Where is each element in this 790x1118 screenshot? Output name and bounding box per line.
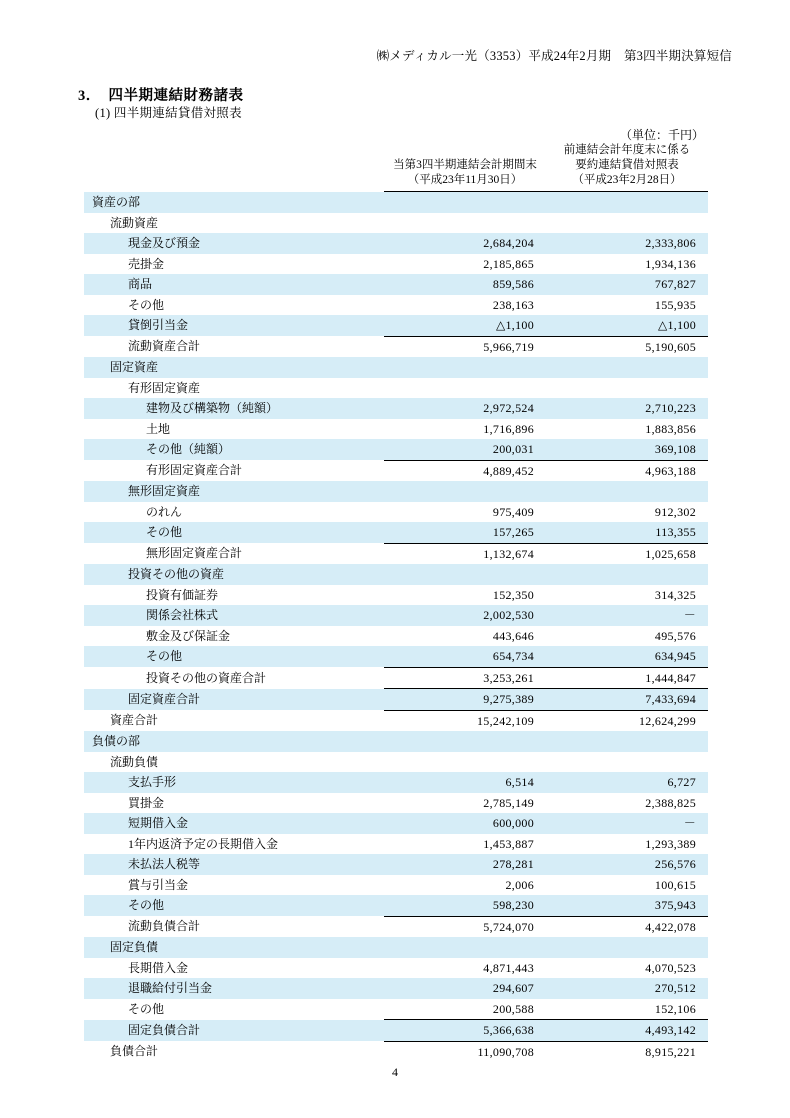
row-value-current: 2,006 <box>384 875 546 896</box>
row-value-previous: 100,615 <box>546 875 708 896</box>
row-value-current: 2,972,524 <box>384 398 546 419</box>
row-value-current: 200,588 <box>384 999 546 1020</box>
unit-note: （単位：千円） <box>619 128 704 142</box>
row-value-previous: － <box>546 605 708 626</box>
table-row <box>84 875 708 896</box>
column-header-previous <box>546 143 708 192</box>
row-value-current: 3,253,261 <box>384 667 546 689</box>
row-value-previous: 912,302 <box>546 502 708 523</box>
row-value-previous: 4,493,142 <box>546 1020 708 1042</box>
row-value-current <box>384 378 546 399</box>
row-value-current <box>384 357 546 378</box>
row-value-current <box>384 731 546 752</box>
row-value-previous: 6,727 <box>546 772 708 793</box>
table-row <box>84 564 708 585</box>
table-row <box>84 502 708 523</box>
row-label: 未払法人税等 <box>84 854 384 875</box>
table-row <box>84 937 708 958</box>
row-value-previous: 4,963,188 <box>546 460 708 481</box>
row-value-previous: 1,444,847 <box>546 667 708 689</box>
row-label: 投資その他の資産合計 <box>84 667 384 689</box>
column-header-current <box>384 143 546 192</box>
table-row <box>84 626 708 647</box>
table-row <box>84 999 708 1020</box>
row-label: 売掛金 <box>84 254 384 275</box>
row-value-current: 1,132,674 <box>384 543 546 564</box>
row-value-current: 598,230 <box>384 895 546 916</box>
row-label: 建物及び構築物（純額） <box>84 398 384 419</box>
table-row <box>84 357 708 378</box>
row-label: 有形固定資産 <box>84 378 384 399</box>
table-row <box>84 710 708 731</box>
table-row <box>84 731 708 752</box>
table-row <box>84 192 708 213</box>
column-header-current-line2: （平成23年11月30日） <box>407 174 523 186</box>
table-row <box>84 854 708 875</box>
row-value-previous: 2,333,806 <box>546 233 708 254</box>
row-label: その他 <box>84 895 384 916</box>
row-value-previous: 155,935 <box>546 295 708 316</box>
row-value-previous: 369,108 <box>546 439 708 460</box>
row-label: その他（純額） <box>84 439 384 460</box>
row-label: 固定資産 <box>84 357 384 378</box>
row-value-current: 9,275,389 <box>384 689 546 711</box>
row-value-previous <box>546 731 708 752</box>
row-value-current: 1,716,896 <box>384 419 546 440</box>
row-value-previous: 5,190,605 <box>546 336 708 357</box>
row-value-previous <box>546 752 708 773</box>
table-row <box>84 793 708 814</box>
row-value-current: 5,966,719 <box>384 336 546 357</box>
table-row <box>84 667 708 689</box>
row-value-current <box>384 481 546 502</box>
row-value-previous: 4,070,523 <box>546 958 708 979</box>
row-label: 退職給付引当金 <box>84 978 384 999</box>
row-value-previous: 1,293,389 <box>546 834 708 855</box>
table-row <box>84 522 708 543</box>
row-value-current: 200,031 <box>384 439 546 460</box>
row-value-current: 6,514 <box>384 772 546 793</box>
row-label: 資産合計 <box>84 710 384 731</box>
row-value-current: 4,871,443 <box>384 958 546 979</box>
row-value-current <box>384 192 546 213</box>
row-value-current: 15,242,109 <box>384 710 546 731</box>
table-row <box>84 752 708 773</box>
row-label: 流動負債 <box>84 752 384 773</box>
row-label: 商品 <box>84 274 384 295</box>
row-label: 無形固定資産合計 <box>84 543 384 564</box>
row-value-previous: 2,388,825 <box>546 793 708 814</box>
row-value-current: 2,785,149 <box>384 793 546 814</box>
row-label: 現金及び預金 <box>84 233 384 254</box>
row-value-current: 5,366,638 <box>384 1020 546 1042</box>
row-value-previous <box>546 357 708 378</box>
table-row <box>84 233 708 254</box>
row-label: その他 <box>84 295 384 316</box>
section-subtitle: (1) 四半期連結貸借対照表 <box>95 106 242 120</box>
row-label: その他 <box>84 646 384 667</box>
row-value-previous: △1,100 <box>546 315 708 336</box>
table-row <box>84 398 708 419</box>
row-value-current: 600,000 <box>384 813 546 834</box>
table-row <box>84 274 708 295</box>
row-value-previous: 634,945 <box>546 646 708 667</box>
column-header-current-line1: 当第3四半期連結会計期間末 <box>393 159 537 171</box>
row-value-previous: 7,433,694 <box>546 689 708 711</box>
row-label: 短期借入金 <box>84 813 384 834</box>
row-value-current: 2,002,530 <box>384 605 546 626</box>
row-value-previous: 375,943 <box>546 895 708 916</box>
row-value-current <box>384 752 546 773</box>
table-row <box>84 439 708 460</box>
row-label: 流動資産 <box>84 213 384 234</box>
table-row <box>84 378 708 399</box>
table-row <box>84 481 708 502</box>
column-header-blank <box>84 143 384 192</box>
row-value-current: 4,889,452 <box>384 460 546 481</box>
row-label: 固定負債合計 <box>84 1020 384 1042</box>
row-label: 固定負債 <box>84 937 384 958</box>
balance-sheet-table <box>84 143 708 1062</box>
table-row <box>84 419 708 440</box>
row-value-current: 975,409 <box>384 502 546 523</box>
row-value-previous: 113,355 <box>546 522 708 543</box>
table-head <box>84 143 708 192</box>
column-header-previous-line2: （平成23年2月28日） <box>572 174 682 186</box>
row-value-previous <box>546 192 708 213</box>
row-label: 資産の部 <box>84 192 384 213</box>
row-label: 流動資産合計 <box>84 336 384 357</box>
row-label: 投資その他の資産 <box>84 564 384 585</box>
table-row <box>84 1041 708 1062</box>
row-label: 長期借入金 <box>84 958 384 979</box>
table-row <box>84 689 708 711</box>
row-value-previous: 152,106 <box>546 999 708 1020</box>
row-value-previous: 12,624,299 <box>546 710 708 731</box>
table-row <box>84 813 708 834</box>
row-label: 負債の部 <box>84 731 384 752</box>
table-row <box>84 958 708 979</box>
row-value-current: 278,281 <box>384 854 546 875</box>
table-row <box>84 336 708 357</box>
row-value-previous: 256,576 <box>546 854 708 875</box>
row-value-current: 152,350 <box>384 585 546 606</box>
row-value-previous: 495,576 <box>546 626 708 647</box>
row-value-current: 443,646 <box>384 626 546 647</box>
running-head: ㈱メディカル一光（3353）平成24年2月期 第3四半期決算短信 <box>376 49 732 63</box>
row-label: その他 <box>84 522 384 543</box>
row-label: 投資有価証券 <box>84 585 384 606</box>
row-value-current <box>384 213 546 234</box>
table-row <box>84 916 708 937</box>
table-row <box>84 254 708 275</box>
table-row <box>84 605 708 626</box>
row-label: 賞与引当金 <box>84 875 384 896</box>
row-value-current: △1,100 <box>384 315 546 336</box>
section-title: 3． 四半期連結財務諸表 <box>78 88 244 104</box>
row-value-previous: 8,915,221 <box>546 1041 708 1062</box>
row-label: 支払手形 <box>84 772 384 793</box>
table-row <box>84 772 708 793</box>
balance-sheet-table-wrapper <box>84 143 708 1062</box>
row-label: のれん <box>84 502 384 523</box>
row-label: 土地 <box>84 419 384 440</box>
row-value-previous: 2,710,223 <box>546 398 708 419</box>
row-value-current: 294,607 <box>384 978 546 999</box>
row-value-current <box>384 564 546 585</box>
row-value-current: 238,163 <box>384 295 546 316</box>
row-label: 買掛金 <box>84 793 384 814</box>
table-row <box>84 295 708 316</box>
row-value-current: 859,586 <box>384 274 546 295</box>
row-label: 1年内返済予定の長期借入金 <box>84 834 384 855</box>
row-value-previous: 314,325 <box>546 585 708 606</box>
table-body <box>84 192 708 1063</box>
row-label: 無形固定資産 <box>84 481 384 502</box>
table-row <box>84 834 708 855</box>
page-number: 4 <box>392 1065 398 1079</box>
row-value-previous: 767,827 <box>546 274 708 295</box>
table-row <box>84 646 708 667</box>
row-value-previous: 1,025,658 <box>546 543 708 564</box>
table-row <box>84 1020 708 1042</box>
table-row <box>84 213 708 234</box>
table-row <box>84 315 708 336</box>
column-header-previous-line1a: 前連結会計年度末に係る <box>563 144 691 156</box>
row-value-current: 157,265 <box>384 522 546 543</box>
row-value-current: 5,724,070 <box>384 916 546 937</box>
row-value-previous: 1,934,136 <box>546 254 708 275</box>
row-value-current: 654,734 <box>384 646 546 667</box>
row-value-previous: 1,883,856 <box>546 419 708 440</box>
row-value-previous <box>546 378 708 399</box>
row-value-previous: － <box>546 813 708 834</box>
row-value-previous <box>546 564 708 585</box>
row-value-previous <box>546 481 708 502</box>
row-value-current: 1,453,887 <box>384 834 546 855</box>
row-label: 固定資産合計 <box>84 689 384 711</box>
row-label: 貸倒引当金 <box>84 315 384 336</box>
table-row <box>84 460 708 481</box>
row-label: 有形固定資産合計 <box>84 460 384 481</box>
column-header-previous-line1b: 要約連結貸借対照表 <box>575 159 679 171</box>
row-label: 流動負債合計 <box>84 916 384 937</box>
row-value-current: 11,090,708 <box>384 1041 546 1062</box>
row-value-current: 2,185,865 <box>384 254 546 275</box>
row-value-previous <box>546 213 708 234</box>
row-label: 敷金及び保証金 <box>84 626 384 647</box>
row-label: 関係会社株式 <box>84 605 384 626</box>
table-row <box>84 585 708 606</box>
row-value-current <box>384 937 546 958</box>
row-label: 負債合計 <box>84 1041 384 1062</box>
table-row <box>84 978 708 999</box>
table-row <box>84 895 708 916</box>
row-value-previous: 4,422,078 <box>546 916 708 937</box>
row-value-previous <box>546 937 708 958</box>
table-row <box>84 543 708 564</box>
row-label: その他 <box>84 999 384 1020</box>
row-value-previous: 270,512 <box>546 978 708 999</box>
row-value-current: 2,684,204 <box>384 233 546 254</box>
